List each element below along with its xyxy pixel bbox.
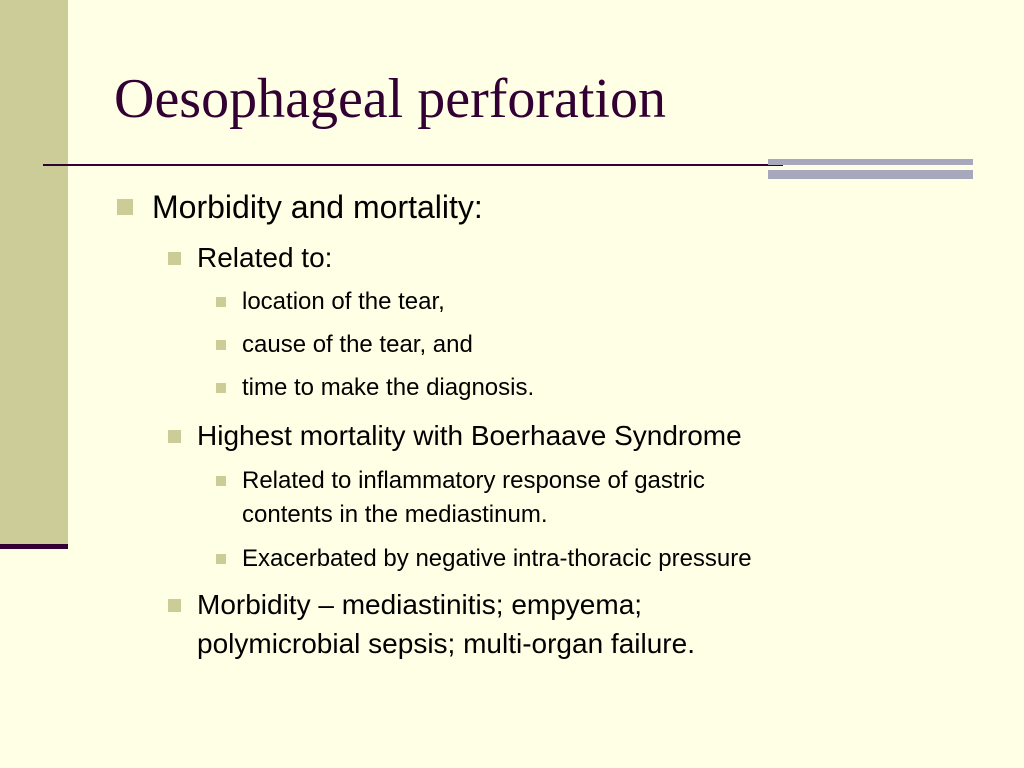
decorative-bar-top [768,159,973,165]
bullet-text-line1: Morbidity – mediastinitis; empyema; [197,589,643,620]
bullet-text: Morbidity and mortality: [152,189,483,225]
bullet-text: location of the tear, [242,288,445,315]
bullet-text-line1: Related to inflammatory response of gastric [242,467,705,494]
decorative-bar-bottom [768,170,973,179]
bullet-text: Highest mortality with Boerhaave Syndrome [197,420,742,451]
square-bullet-icon [168,599,181,612]
bullet-text: Exacerbated by negative intra-thoracic pressure [242,545,752,572]
slide-title: Oesophageal perforation [114,68,666,130]
square-bullet-icon [168,252,181,265]
square-bullet-icon [216,340,226,350]
bullet-text-line2: contents in the mediastinum. [242,501,548,528]
bullet-text: cause of the tear, and [242,331,473,358]
square-bullet-icon [216,476,226,486]
square-bullet-icon [168,430,181,443]
bullet-text-line2: polymicrobial sepsis; multi-organ failure. [197,628,695,659]
bullet-text: Related to: [197,242,333,273]
title-divider [43,164,783,166]
square-bullet-icon [117,199,133,215]
square-bullet-icon [216,383,226,393]
left-accent-line [0,544,68,549]
bullet-text: time to make the diagnosis. [242,374,535,401]
left-accent-bar [0,0,68,544]
square-bullet-icon [216,297,226,307]
square-bullet-icon [216,554,226,564]
